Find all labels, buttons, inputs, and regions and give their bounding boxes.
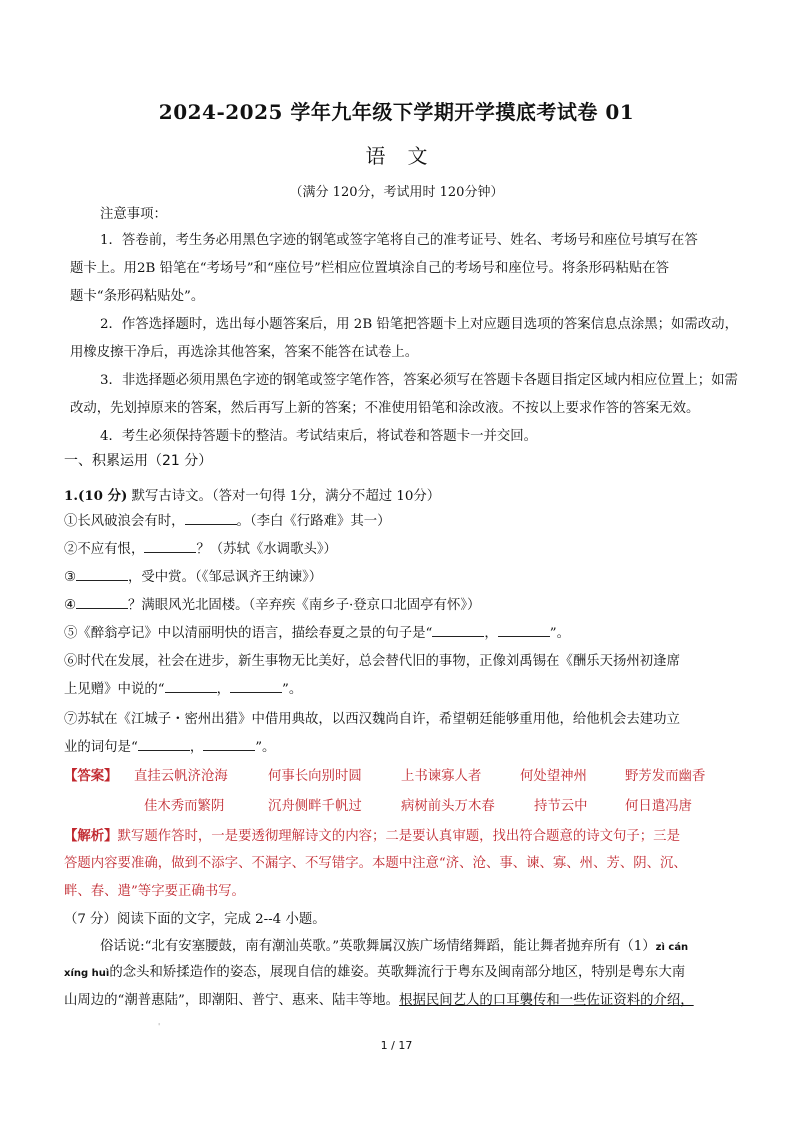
pinyin: xíng huì [64,968,110,979]
reading-intro: （7 分）阅读下面的文字，完成 2--4 小题。 [64,912,326,927]
reading-paragraph: xíng huì的念头和矫揉造作的姿态，展现自信的雄姿。英歌舞流行于粤东及闽南部分地区，特别是粤东大南 [64,965,686,980]
notice-line: 1．答卷前，考生务必用黑色字迹的钢笔或签字笔将自己的准考证号、姓名、考场号和座位号填写在答 [100,233,698,248]
reading-paragraph: 山周边的“潮普惠陆”，即潮阳、普宁、惠来、陆丰等地。根据民间艺人的口耳襲传和一些佐证资料的介绍， [64,993,694,1008]
subject-title: 语文 [365,144,450,168]
answer-label: 【答案】 [64,768,118,784]
recite-line-6b: 上见赠》中说的“ ， ”。 [64,678,302,702]
pinyin: zì cán [655,942,689,953]
answer-item: 何处望神州 [520,769,587,784]
analysis-line: 答题内容要准确，做到不添字、不漏字、不写错字。本题中注意“济、沧、事、谏、寡、州、芳、阴、沉、 [64,856,687,871]
answer-blank[interactable] [203,736,255,751]
answer-item: 病树前头万木春 [401,799,495,814]
page-number: 1 / 17 [380,1039,413,1052]
section-heading: 一、积累运用（21 分） [64,453,213,469]
recite-line-7b: 业的词句是“ ， ”。 [64,736,275,760]
answer-blank[interactable] [185,510,237,525]
notice-line: 用橡皮擦干净后，再选涂其他答案，答案不能答在试卷上。 [70,345,419,360]
answer-blank[interactable] [165,678,217,693]
notice-line: 3．非选择题必须用黑色字迹的钢笔或签字笔作答，答案必须写在答题卡各题目指定区域内相应位置上；如需 [100,373,738,388]
underlined-text: 根据民间艺人的口耳襲传和一些佐证资料的介绍， [399,993,694,1008]
analysis-label: 【解析】 [64,828,118,844]
answer-blank[interactable] [432,622,484,637]
recite-line-2: ②不应有恨， ？（苏轼《水调歌头》） [64,538,337,562]
recite-line-5: ⑤《醉翁亭记》中以清丽明快的语言，描绘春夏之景的句子是“ ， ”。 [64,622,570,646]
analysis-line: 【解析】默写题作答时，一是要透彻理解诗文的内容；二是要认真审题，找出符合题意的诗文句子；三是 [64,828,680,844]
exam-title: 2024-2025 学年九年级下学期开学摸底考试卷 01 [158,100,635,124]
recite-line-6: ⑥时代在发展，社会在进步，新生事物无比美好，总会替代旧的事物，正像刘禹锡在《酬乐天扬州初逢席 [64,654,680,669]
question-1-stem [64,484,440,509]
answer-item: 何事长向别时圆 [268,769,362,784]
notice-line: 改动，先划掉原来的答案，然后再写上新的答案；不准使用铅笔和涂改液。不按以上要求作答的答案无效。 [70,401,700,416]
score-note: （满分 120分，考试用时 120分钟） [289,185,504,200]
recite-line-3: ③ ，受中赏。（《邹忌讽齐王纳谏》） [64,566,322,590]
question-stem: 默写古诗文。（答对一句得 1分，满分不超过 10分） [127,489,441,504]
answer-item: 直挂云帆济沧海 [134,769,228,784]
answer-item: 持节云中 [534,799,588,814]
answer-item: 佳木秀而繁阴 [144,799,225,814]
answer-item: 何日遣冯唐 [625,799,692,814]
analysis-line: 畔、春、遣”等字要正确书写。 [64,884,245,899]
answer-item: 沉舟侧畔千帆过 [268,799,362,814]
mark: ' [158,1022,161,1031]
recite-line-1: ①长风破浪会有时， 。（李白《行路难》其一） [64,510,391,534]
answer-blank[interactable] [76,594,128,609]
answer-item: 野芳发而幽香 [625,769,706,784]
answer-blank[interactable] [138,736,190,751]
answer-blank[interactable] [76,566,128,581]
question-number: 1.(10 分) [64,488,128,504]
answer-blank[interactable] [498,622,550,637]
recite-line-4: ④ ？满眼风光北固楼。（辛弃疾《南乡子·登京口北固亭有怀》） [64,594,480,618]
answer-item: 上书谏寡人者 [401,769,482,784]
recite-line-7: ⑦苏轼在《江城子・密州出猎》中借用典故，以西汉魏尚自许，希望朝廷能够重用他，给他机会去建功立 [64,712,680,727]
notice-line: 题卡“条形码粘贴处”。 [70,289,205,304]
answer-blank[interactable] [144,538,196,553]
notice-line: 题卡上。用2B 铅笔在“考场号”和“座位号”栏相应位置填涂自己的考场号和座位号。将条形码粘贴在答 [70,261,670,276]
notice-heading: 注意事项： [100,207,167,222]
answer-blank[interactable] [230,678,282,693]
notice-line: 4．考生必须保持答题卡的整洁。考试结束后，将试卷和答题卡一并交回。 [100,429,538,444]
notice-line: 2．作答选择题时，选出每小题答案后，用 2B 铅笔把答题卡上对应题目选项的答案信息点涂黑；如需改动， [100,317,738,332]
reading-paragraph: 俗话说:“北有安塞腰鼓，南有潮汕英歌。”英歌舞属汉族广场情绪舞蹈，能让舞者抛弃所有（1）zì cán [100,939,689,954]
